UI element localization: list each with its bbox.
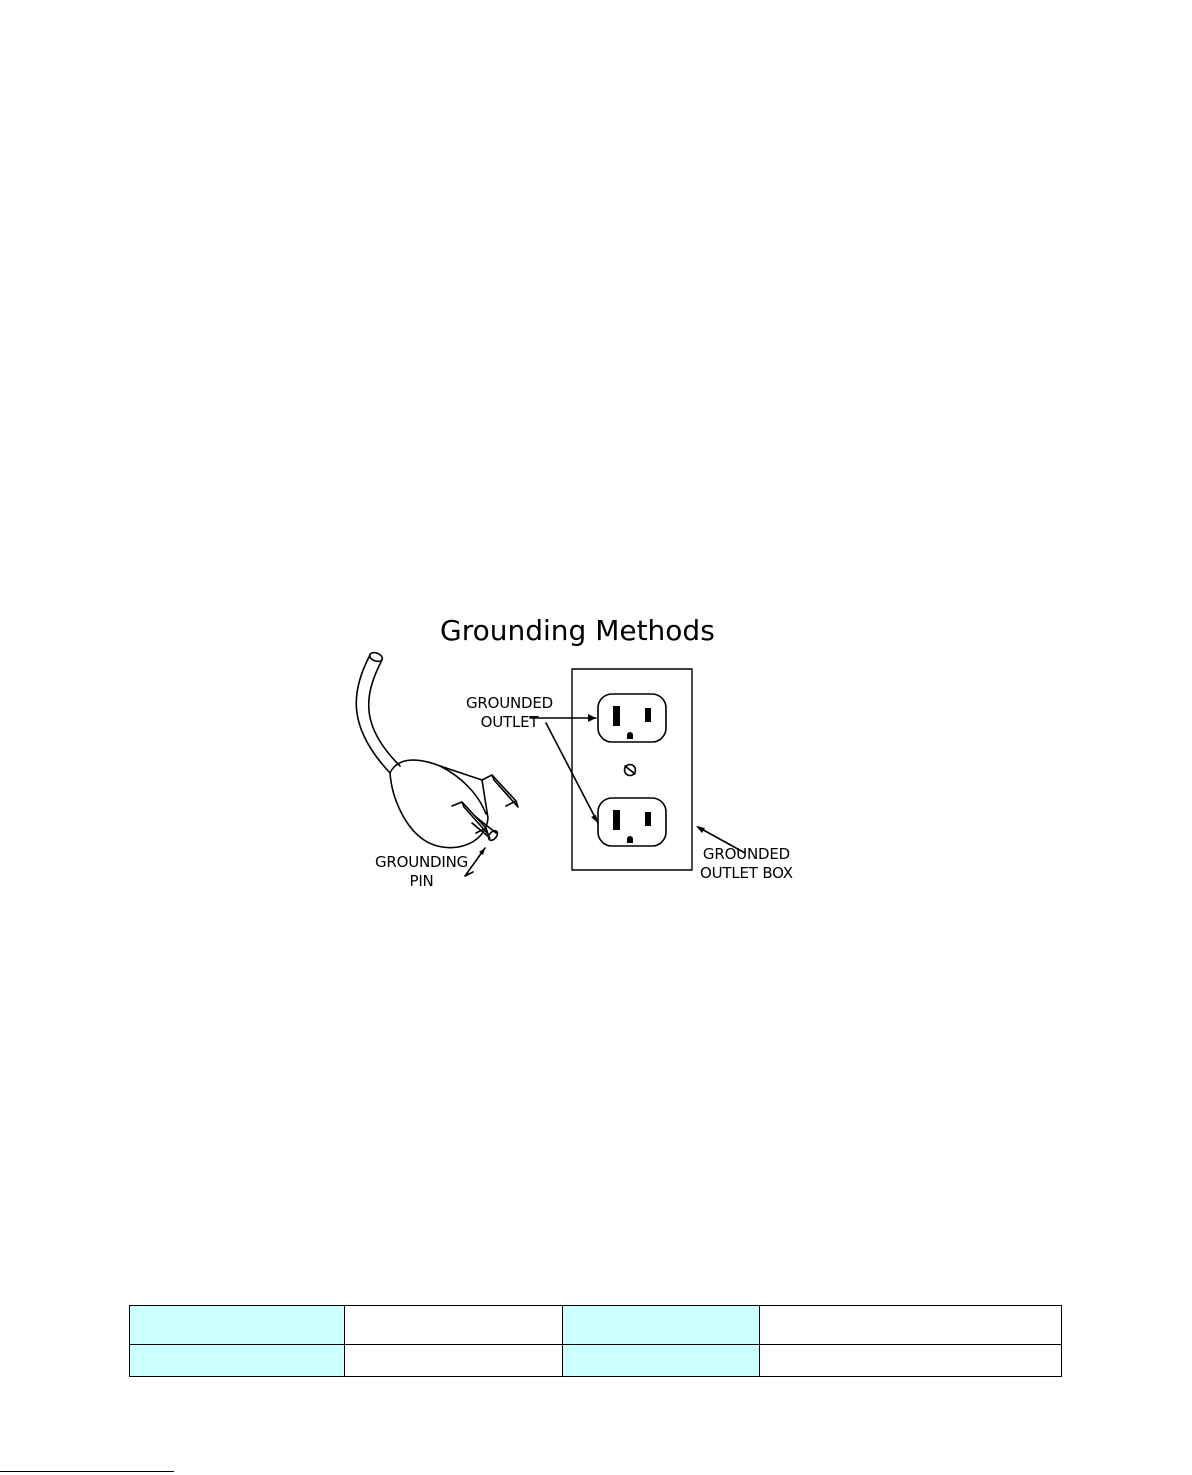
label-grounding-pin xyxy=(375,853,468,891)
outlet-plate-icon xyxy=(530,669,745,870)
label-grounded-outlet xyxy=(466,694,553,732)
footnote-divider xyxy=(0,1471,174,1472)
label-grounding-pin-line2: PIN xyxy=(409,872,434,890)
label-grounded-outlet-box-line1: GROUNDED xyxy=(702,845,790,863)
table-cell-label xyxy=(563,1345,760,1377)
label-grounded-outlet-line1: GROUNDED xyxy=(466,694,554,712)
info-table xyxy=(129,1305,1062,1377)
table-cell-label xyxy=(130,1345,345,1377)
table-cell-value xyxy=(345,1306,563,1345)
table-cell-value xyxy=(760,1345,1062,1377)
label-grounding-pin-line1: GROUNDING xyxy=(375,853,469,871)
table-cell-label xyxy=(130,1306,345,1345)
table-row xyxy=(130,1306,1062,1345)
figure-title: Grounding Methods xyxy=(440,614,715,647)
label-grounded-outlet-box xyxy=(700,845,793,883)
table-row xyxy=(130,1345,1062,1377)
power-cord-icon xyxy=(356,651,400,773)
label-grounded-outlet-line2: OUTLET xyxy=(480,713,539,731)
label-grounded-outlet-box-line2: OUTLET BOX xyxy=(700,864,793,882)
table-cell-value xyxy=(345,1345,563,1377)
table-cell-value xyxy=(760,1306,1062,1345)
table-cell-label xyxy=(563,1306,760,1345)
